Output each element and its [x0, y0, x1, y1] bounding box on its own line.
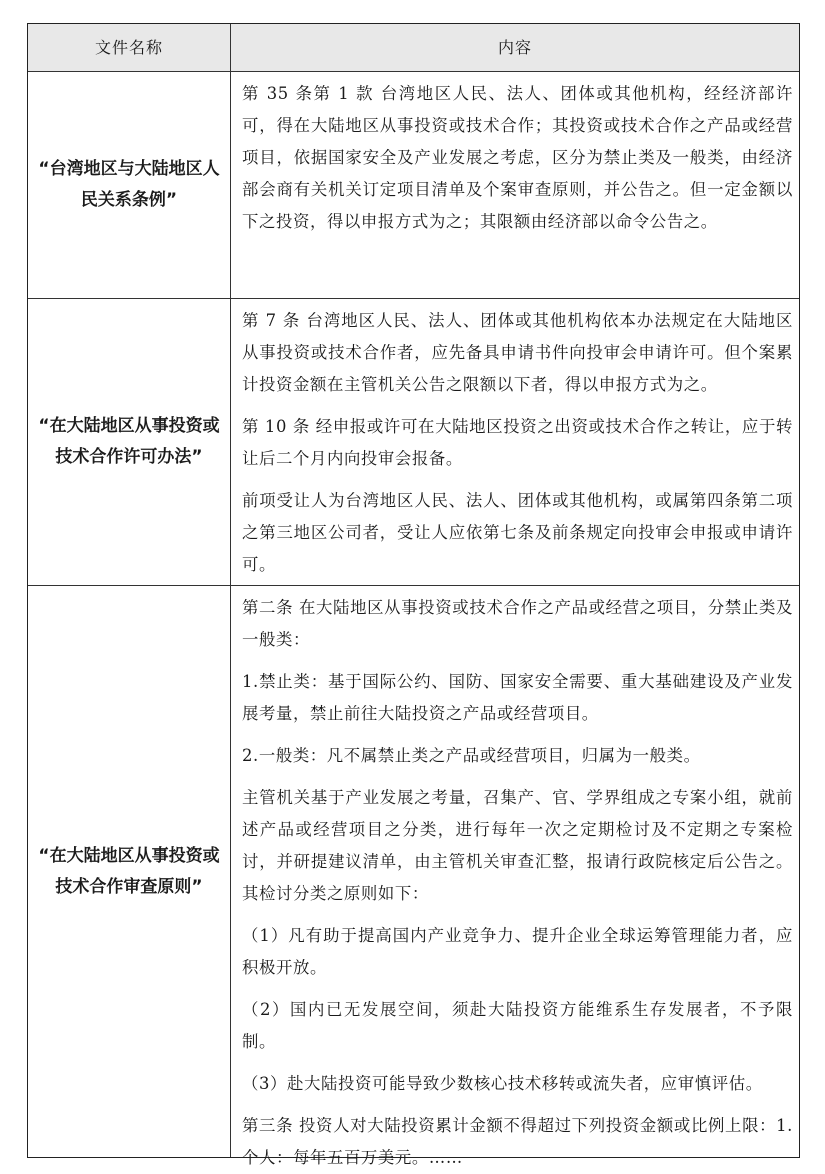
header-content: 内容 — [497, 37, 532, 57]
table-header-row — [28, 24, 799, 71]
content-paragraph: 2.一般类：凡不属禁止类之产品或经营项目，归属为一般类。 — [242, 746, 701, 765]
document-name-cell: “在大陆地区从事投资或技术合作审查原则” — [28, 586, 231, 1157]
content-paragraph: 第 7 条 台湾地区人民、法人、团体或其他机构依本办法规定在大陆地区从事投资或技术合作者，应先备具申请书件向投审会申请许可。但个案累计投资金额在主管机关公告之限额以下者，得以申报方式为之。 — [242, 311, 793, 394]
regulations-table — [27, 23, 800, 1167]
content-paragraph: 1.禁止类：基于国际公约、国防、国家安全需要、重大基础建设及产业发展考量，禁止前往大陆投资之产品或经营项目。 — [242, 672, 793, 723]
content-cell — [231, 72, 799, 298]
content-cell — [231, 586, 799, 1167]
table-row — [28, 71, 799, 298]
content-paragraph: 第三条 投资人对大陆投资累计金额不得超过下列投资金额或比例上限：1.个人：每年五百万美元。…… — [242, 1116, 793, 1167]
content-paragraph: 前项受让人为台湾地区人民、法人、团体或其他机构，或属第四条第二项之第三地区公司者，受让人应依第七条及前条规定向投审会申报或申请许可。 — [242, 491, 793, 574]
content-cell — [231, 299, 799, 585]
content-paragraph: 主管机关基于产业发展之考量，召集产、官、学界组成之专案小组，就前述产品或经营项目之分类，进行每年一次之定期检讨及不定期之专案检讨，并研提建议清单，由主管机关审查汇整，报请行政院核定后公告之。其检讨分类之原则如下： — [242, 788, 793, 903]
content-paragraph: 第 35 条第 1 款 台湾地区人民、法人、团体或其他机构，经经济部许可，得在大陆地区从事投资或技术合作；其投资或技术合作之产品或经营项目，依据国家安全及产业发展之考虑，区分为禁止类及一般类，由经济部会商有关机关订定项目清单及个案审查原则，并公告之。但一定金额以下之投资，得以申报方式为之；其限额由经济部以命令公告之。 — [242, 84, 793, 231]
content-paragraph: （3）赴大陆投资可能导致少数核心技术移转或流失者，应审慎评估。 — [242, 1074, 763, 1093]
table-row — [28, 298, 799, 585]
content-paragraph: 第 10 条 经申报或许可在大陆地区投资之出资或技术合作之转让，应于转让后二个月内向投审会报备。 — [242, 417, 793, 468]
content-paragraph: （2）国内已无发展空间，须赴大陆投资方能维系生存发展者，不予限制。 — [242, 1000, 793, 1051]
document-name-cell: “在大陆地区从事投资或技术合作许可办法” — [28, 299, 231, 585]
content-paragraph: （1）凡有助于提高国内产业竞争力、提升企业全球运筹管理能力者，应积极开放。 — [242, 926, 793, 977]
table-row — [28, 585, 799, 1167]
content-paragraph: 第二条 在大陆地区从事投资或技术合作之产品或经营之项目，分禁止类及一般类： — [242, 598, 793, 649]
header-document-name: 文件名称 — [28, 24, 231, 71]
document-name-cell: “台湾地区与大陆地区人民关系条例” — [28, 72, 231, 298]
